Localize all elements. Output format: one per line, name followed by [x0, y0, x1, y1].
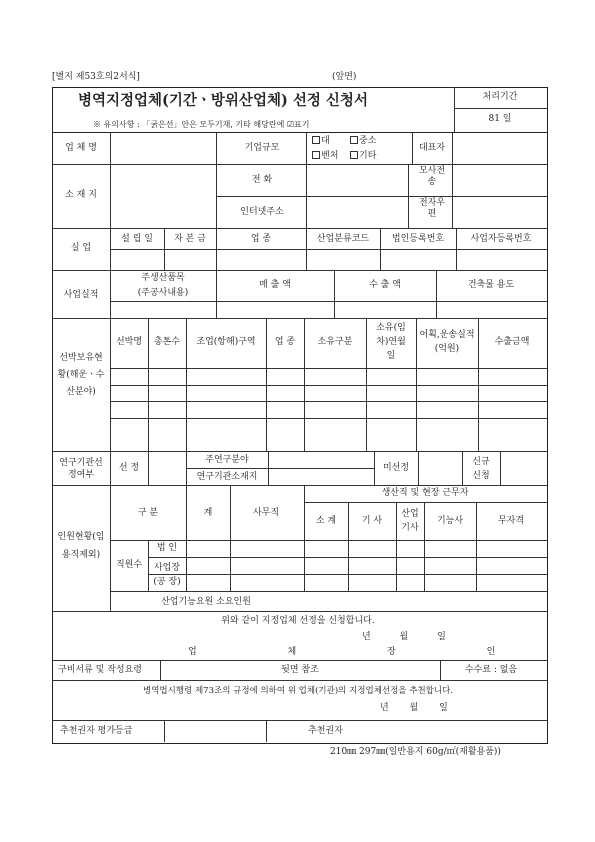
staff-total-label: 계: [203, 508, 213, 518]
ship-col-industry: 업 종: [274, 337, 296, 347]
size-venture-checkbox[interactable]: [312, 151, 320, 159]
email-field[interactable]: [454, 198, 545, 226]
docs-fee: 수수료 : 없음: [464, 665, 518, 675]
research-new[interactable]: 신규신청: [472, 457, 490, 481]
perf-product-label: 주생산품목: [141, 273, 185, 283]
perf-building-label: 건축물 용도: [467, 280, 515, 290]
internet-field[interactable]: [308, 198, 406, 226]
recommend-date[interactable]: 년 월 일: [380, 703, 448, 713]
size-label: 기업규모: [244, 143, 280, 153]
paper-spec: 210㎜ 297㎜(일반용지 60g/㎡(재활용품)): [330, 747, 501, 757]
ship-col-export: 수출금액: [494, 337, 530, 347]
address-field[interactable]: [112, 166, 214, 226]
staff-site-label: 사업장(공 장): [153, 563, 181, 587]
overview-col-founded: 설 립 일: [121, 234, 153, 244]
fax-label: 모사전송: [418, 166, 446, 187]
size-other-checkbox[interactable]: [350, 151, 358, 159]
perf-export-label: 수 출 액: [369, 280, 401, 290]
period-label: 처리기간: [482, 92, 518, 102]
internet-label: 인터넷주소: [240, 207, 284, 217]
staff-prod-label: 생산직 및 현장 근무자: [381, 488, 469, 498]
declaration-signer[interactable]: 업 체 장 인: [188, 647, 496, 657]
recommend-text: 병역법시행령 제73조의 규정에 의하여 위 업체(기관)의 지정업체선정을 추천합니다.: [142, 686, 454, 696]
size-other-option[interactable]: 기타: [350, 151, 376, 162]
docs-ref: 뒷면 참조: [281, 665, 319, 675]
staff-label: 인원현황(임용직제외): [57, 532, 105, 560]
address-label: 소 재 지: [65, 190, 97, 200]
staff-required-field[interactable]: [306, 593, 545, 609]
page-side: (앞면): [332, 72, 357, 82]
recommend-by: 추천권자: [308, 726, 343, 736]
staff-office-label: 사무직: [252, 508, 280, 518]
staff-div-label: 구 분: [137, 508, 159, 518]
size-mid-option[interactable]: 중소: [350, 136, 376, 147]
ceo-field[interactable]: [454, 134, 545, 162]
fax-field[interactable]: [454, 166, 545, 194]
size-large-option[interactable]: 대: [312, 136, 330, 147]
overview-col-code: 산업분류코드: [316, 234, 370, 244]
staff-prod-subtotal: 소 계: [315, 516, 337, 526]
recommend-grade-field[interactable]: [166, 722, 264, 740]
period-value: 81 일: [488, 114, 512, 124]
staff-prod-unqualified: 무자격: [497, 516, 525, 526]
staff-corp-label: 법 인: [156, 543, 178, 553]
phone-field[interactable]: [308, 166, 406, 194]
phone-label: 전 화: [251, 175, 273, 185]
recommend-grade-label: 추천권자 평가등급: [60, 726, 133, 736]
research-field-label: 주연구분야: [205, 455, 249, 465]
email-label: 전자우편: [418, 198, 446, 219]
company-name-field[interactable]: [112, 134, 214, 162]
performance-label: 사업실적: [63, 290, 99, 300]
staff-count-label: 직원수: [115, 560, 143, 570]
staff-required-label: 산업기능요원 소요인원: [161, 597, 251, 607]
ship-col-area: 조업(항해)구역: [196, 337, 256, 347]
declaration-date[interactable]: 년 월 일: [362, 632, 446, 642]
overview-col-corp-no: 법인등록번호: [391, 234, 445, 244]
staff-prod-engineer: 기 사: [361, 516, 383, 526]
ship-col-results: 어획,운송실적(억원): [419, 330, 475, 354]
ship-col-tonnage: 총톤수: [153, 337, 181, 347]
research-selected[interactable]: 선 정: [118, 463, 140, 473]
staff-prod-ind-engineer: 산업기사: [401, 509, 419, 533]
declaration-text: 위와 같이 지정업체 선정을 신청합니다.: [221, 616, 375, 626]
research-unselected[interactable]: 미선정: [382, 463, 410, 473]
ceo-label: 대표자: [418, 143, 446, 153]
research-loc-label: 연구기관소재지: [196, 472, 258, 482]
form-title: 병역지정업체(기간ㆍ방위산업체) 선정 신청서: [78, 92, 368, 109]
company-name-label: 업 체 명: [65, 143, 97, 153]
overview-col-capital: 자 본 금: [174, 234, 206, 244]
overview-label: 실 업: [70, 243, 92, 253]
ship-label: 선박보유현 황(해운ㆍ수산분야): [57, 353, 105, 397]
size-venture-option[interactable]: 벤처: [312, 151, 338, 162]
ship-col-ownership: 소유구분: [317, 337, 353, 347]
ship-col-date: 소유(임차)연월일: [376, 323, 406, 361]
size-mid-checkbox[interactable]: [350, 136, 358, 144]
docs-label: 구비서류 및 작성요령: [58, 665, 142, 675]
notice: ※ 유의사항 : 「굵은선」안은 모두기재, 기타 해당란에 ☑표기: [93, 120, 310, 129]
perf-product-sub: (주공사내용): [137, 288, 189, 298]
research-label: 연구기관선정여부: [59, 458, 103, 480]
size-large-checkbox[interactable]: [312, 136, 320, 144]
form-number: [별지 제53호의2서식]: [52, 72, 140, 82]
perf-sales-label: 매 출 액: [259, 280, 291, 290]
overview-col-biz-no: 사업자등록번호: [470, 234, 532, 244]
ship-col-name: 선박명: [115, 337, 143, 347]
overview-col-industry: 업 종: [250, 234, 272, 244]
staff-prod-technician: 기능사: [436, 516, 464, 526]
